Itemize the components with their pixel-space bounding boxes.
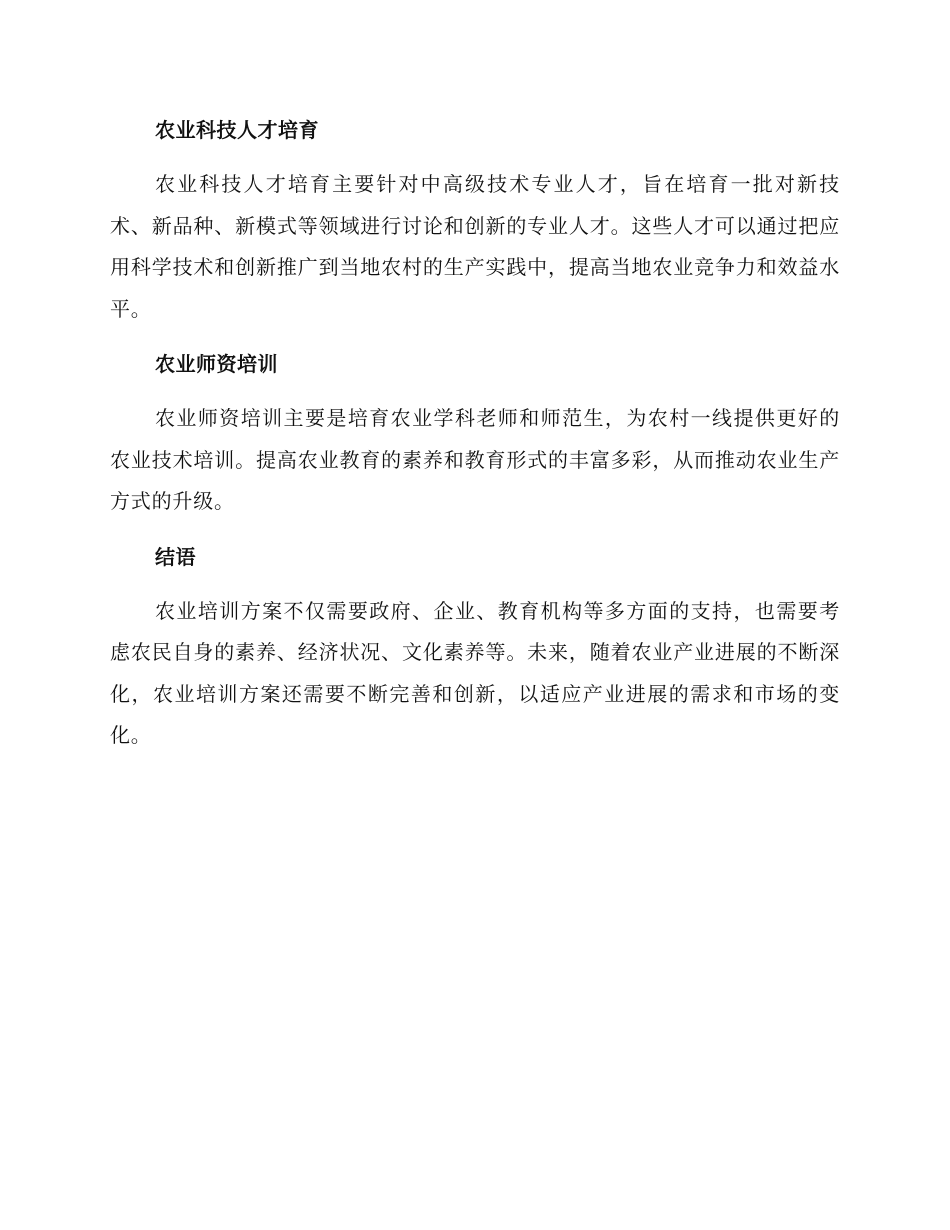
paragraph-conclusion: 农业培训方案不仅需要政府、企业、教育机构等多方面的支持，也需要考虑农民自身的素养、经济状况、文化素养等。未来，随着农业产业进展的不断深化，农业培训方案还需要不断完善和创新，以适应产业进展的需求和市场的变化。 — [110, 598, 840, 747]
section-heading-conclusion: 结语 — [155, 544, 196, 569]
section-heading-talent: 农业科技人才培育 — [155, 118, 319, 142]
paragraph-teacher-training: 农业师资培训主要是培育农业学科老师和师范生，为农村一线提供更好的农业技术培训。提高农业教育的素养和教育形式的丰富多彩，从而推动农业生产方式的升级。 — [110, 406, 840, 513]
paragraph-talent: 农业科技人才培育主要针对中高级技术专业人才，旨在培育一批对新技术、新品种、新模式等领域进行讨论和创新的专业人才。这些人才可以通过把应用科学技术和创新推广到当地农村的生产实践中，提高当地农业竞争力和效益水平。 — [110, 172, 840, 321]
section-heading-teacher-training: 农业师资培训 — [155, 352, 278, 376]
